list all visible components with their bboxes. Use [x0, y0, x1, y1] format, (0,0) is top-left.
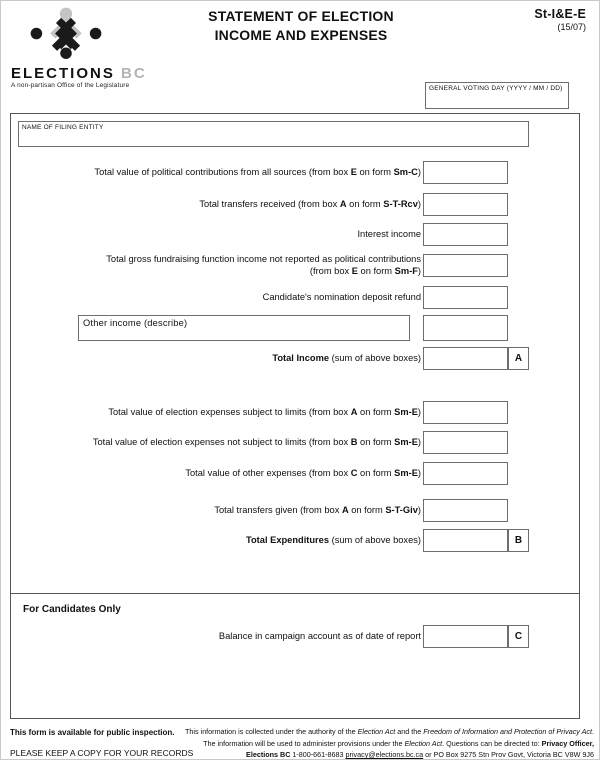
general-voting-day-field[interactable]: [425, 82, 569, 109]
label-expenses-not-subject-to-limits: Total value of election expenses not subject to limits (from box B on form Sm-E): [92, 437, 421, 447]
privacy-notice: This information is collected under the authority of the Election Act and the Freedom of Information and Protection of Privacy Act. The information will be used to administer provisions under the Election Act. Questions can be directed to: Privacy Officer, Elections BC 1-800-661-8683 privacy@elections.bc.ca or PO Box 9275 Stn Prov Govt, Victoria BC V8W 9J6: [185, 727, 594, 759]
label-campaign-account-balance: Balance in campaign account as of date of report: [218, 631, 421, 641]
elections-bc-logo-icon: [29, 7, 103, 60]
input-expenses-subject-to-limits[interactable]: [423, 401, 508, 424]
brand-wordmark: ELECTIONS BC: [11, 65, 147, 82]
total-income-letter-box: A: [508, 347, 529, 370]
brand-tagline: A non-partisan Office of the Legislature: [11, 82, 130, 89]
privacy-email-link[interactable]: privacy@elections.bc.ca: [345, 750, 424, 759]
total-expenditures-letter-box: B: [508, 529, 529, 552]
input-nomination-deposit-refund[interactable]: [423, 286, 508, 309]
label-nomination-deposit-refund: Candidate's nomination deposit refund: [262, 292, 421, 302]
keep-copy-note: PLEASE KEEP A COPY FOR YOUR RECORDS: [10, 748, 194, 758]
label-total-income: Total Income (sum of above boxes): [272, 353, 421, 363]
label-other-expenses: Total value of other expenses (from box C on form Sm-E): [185, 468, 421, 478]
input-other-expenses[interactable]: [423, 462, 508, 485]
label-expenses-subject-to-limits: Total value of election expenses subject to limits (from box A on form Sm-E): [108, 407, 421, 417]
label-total-expenditures: Total Expenditures (sum of above boxes): [246, 535, 421, 545]
input-political-contributions[interactable]: [423, 161, 508, 184]
input-fundraising-income[interactable]: [423, 254, 508, 277]
other-income-label: Other income (describe): [83, 318, 188, 328]
input-transfers-given[interactable]: [423, 499, 508, 522]
input-interest-income[interactable]: [423, 223, 508, 246]
form-version: (15/07): [557, 22, 586, 32]
label-interest-income: Interest income: [357, 229, 421, 239]
input-expenses-not-subject-to-limits[interactable]: [423, 431, 508, 454]
label-transfers-given: Total transfers given (from box A on form S-T-Giv): [214, 505, 421, 515]
for-candidates-only-heading: For Candidates Only: [23, 604, 121, 615]
form-code: St-I&E-E (15/07): [534, 7, 586, 32]
input-total-income[interactable]: [423, 347, 508, 370]
input-other-income[interactable]: [423, 315, 508, 341]
page-title: STATEMENT OF ELECTION INCOME AND EXPENSES: [208, 8, 394, 43]
other-income-describe-field[interactable]: [78, 315, 410, 341]
general-voting-day-label: GENERAL VOTING DAY (YYYY / MM / DD): [429, 85, 563, 92]
balance-letter-box: C: [508, 625, 529, 648]
input-campaign-account-balance[interactable]: [423, 625, 508, 648]
label-transfers-received: Total transfers received (from box A on form S-T-Rcv): [199, 199, 421, 209]
label-fundraising-income: Total gross fundraising function income not reported as political contributions (from box E on form Sm-F): [106, 254, 421, 276]
public-inspection-note: This form is available for public inspection.: [10, 728, 175, 737]
section-divider: [10, 593, 580, 594]
label-political-contributions: Total value of political contributions from all sources (from box E on form Sm-C): [94, 167, 421, 177]
name-of-filing-entity-field[interactable]: [18, 121, 529, 147]
input-transfers-received[interactable]: [423, 193, 508, 216]
input-total-expenditures[interactable]: [423, 529, 508, 552]
name-of-filing-entity-label: NAME OF FILING ENTITY: [22, 124, 104, 131]
